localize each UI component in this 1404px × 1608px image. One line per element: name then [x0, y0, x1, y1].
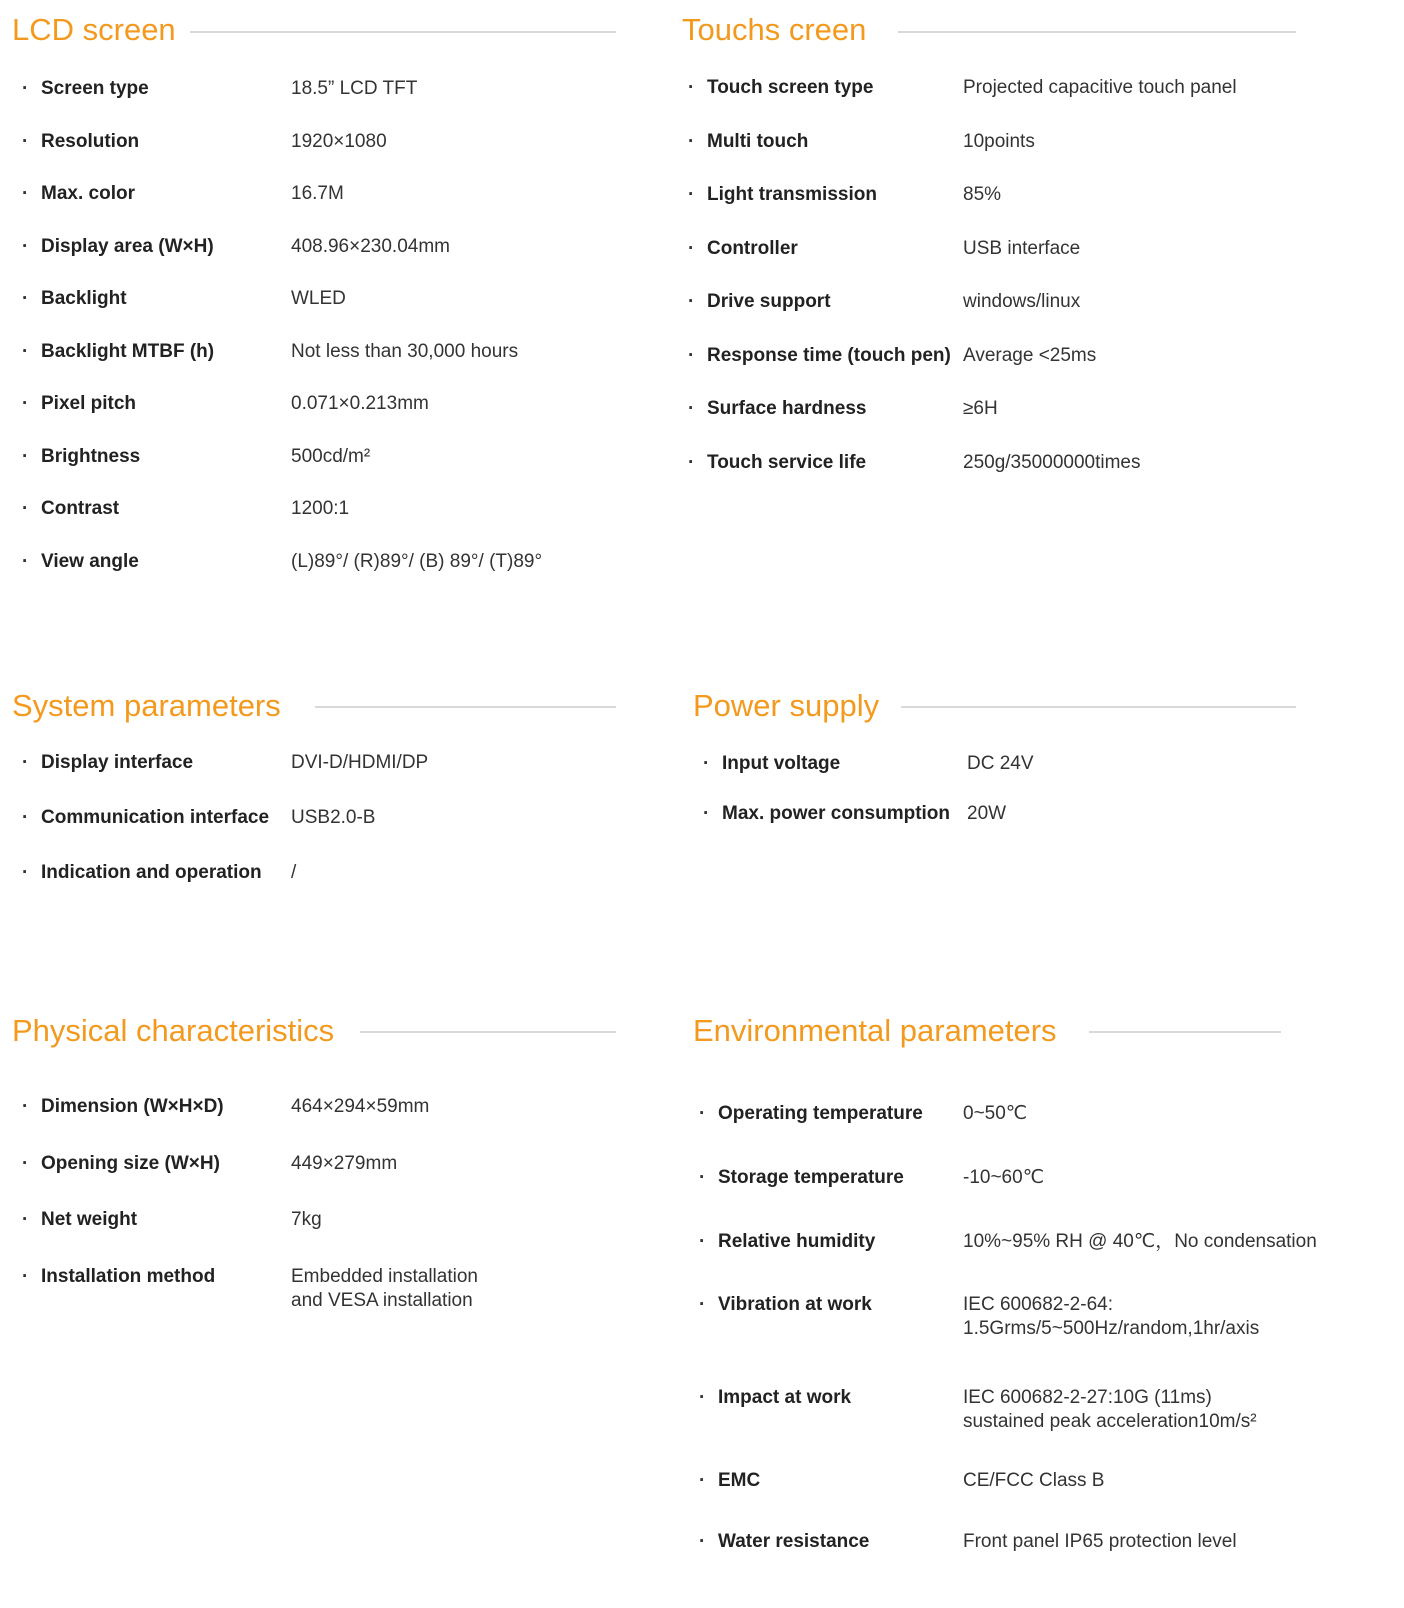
spec-value: 250g/35000000times [963, 451, 1141, 473]
spec-value: 7kg [291, 1209, 322, 1230]
spec-value: 20W [967, 803, 1007, 824]
spec-label: Communication interface [41, 807, 270, 828]
spec-label: EMC [718, 1470, 761, 1491]
power-section [693, 684, 1303, 844]
spec-label: Vibration at work [718, 1294, 872, 1315]
spec-label: Touch service life [707, 451, 867, 473]
bullet-dot: · [699, 1531, 706, 1552]
physical-title: Physical characteristics [12, 1013, 335, 1048]
spec-value: 500cd/m² [291, 445, 371, 467]
spec-value: 1920×1080 [291, 130, 387, 152]
spec-value: / [291, 862, 297, 883]
spec-value: USB2.0-B [291, 807, 376, 828]
bullet-dot: · [688, 130, 695, 152]
spec-label: Dimension (W×H×D) [41, 1096, 224, 1117]
bullet-dot: · [22, 393, 29, 414]
bullet-dot: · [699, 1103, 706, 1124]
bullet-dot: · [703, 753, 710, 774]
spec-label: Contrast [41, 498, 120, 519]
bullet-dot: · [688, 451, 695, 473]
spec-value: 1200:1 [291, 498, 350, 519]
spec-label: Brightness [41, 445, 141, 467]
power-title: Power supply [693, 688, 880, 723]
spec-value: 85% [963, 184, 1002, 205]
spec-label: Relative humidity [718, 1231, 876, 1252]
lcd-section [12, 8, 622, 588]
physical-section [12, 1009, 622, 1329]
bullet-dot: · [22, 550, 29, 572]
spec-label: Controller [707, 237, 798, 259]
spec-value: IEC 600682-2-27:10G (11ms) sustained peak acceleration10m/s² [963, 1387, 1257, 1432]
spec-label: Indication and operation [41, 862, 262, 883]
bullet-dot: · [703, 803, 710, 824]
bullet-dot: · [22, 1265, 29, 1287]
spec-value: Projected capacitive touch panel [963, 77, 1237, 98]
spec-label: View angle [41, 550, 139, 572]
spec-value: Average <25ms [963, 344, 1097, 366]
bullet-dot: · [22, 498, 29, 519]
bullet-dot: · [699, 1167, 706, 1188]
bullet-dot: · [22, 862, 29, 883]
environment-spec-list [689, 1009, 1389, 1599]
bullet-dot: · [688, 237, 695, 259]
spec-label: Resolution [41, 130, 140, 152]
spec-label: Storage temperature [718, 1167, 904, 1188]
spec-value: IEC 600682-2-64: 1.5Grms/5~500Hz/random,1hr/axis [963, 1294, 1260, 1339]
spec-value: 449×279mm [291, 1152, 398, 1174]
spec-label: Light transmission [707, 184, 877, 205]
spec-value: 18.5” LCD TFT [291, 78, 418, 99]
spec-value: DVI-D/HDMI/DP [291, 752, 429, 773]
bullet-dot: · [22, 340, 29, 362]
touch-title: Touchs creen [682, 12, 867, 47]
bullet-dot: · [22, 1096, 29, 1117]
bullet-dot: · [688, 291, 695, 312]
spec-value: 10points [963, 130, 1035, 152]
spec-value: 0~50℃ [963, 1103, 1028, 1124]
spec-label: Max. color [41, 183, 135, 204]
spec-label: Pixel pitch [41, 393, 137, 414]
spec-label: Response time (touch pen) [707, 344, 951, 366]
spec-value: Front panel IP65 protection level [963, 1531, 1237, 1552]
spec-value: 16.7M [291, 183, 344, 204]
lcd-spec-list [12, 8, 622, 588]
lcd-title: LCD screen [12, 12, 176, 47]
spec-label: Net weight [41, 1209, 138, 1230]
spec-label: Max. power consumption [722, 803, 951, 824]
spec-label: Operating temperature [718, 1103, 923, 1124]
system-spec-list [12, 684, 622, 904]
spec-label: Surface hardness [707, 398, 867, 419]
spec-value: CE/FCC Class B [963, 1470, 1105, 1491]
spec-value: (L)89°/ (R)89°/ (B) 89°/ (T)89° [291, 550, 543, 572]
bullet-dot: · [688, 184, 695, 205]
spec-label: Display interface [41, 752, 194, 773]
spec-value: WLED [291, 288, 346, 309]
bullet-dot: · [688, 398, 695, 419]
spec-label: Water resistance [718, 1531, 870, 1552]
spec-value: USB interface [963, 237, 1081, 259]
bullet-dot: · [22, 1152, 29, 1174]
bullet-dot: · [699, 1294, 706, 1315]
touch-section [682, 8, 1302, 508]
bullet-dot: · [22, 235, 29, 257]
bullet-dot: · [688, 344, 695, 366]
bullet-dot: · [22, 752, 29, 773]
bullet-dot: · [688, 77, 695, 98]
spec-value: 464×294×59mm [291, 1096, 430, 1117]
bullet-dot: · [22, 445, 29, 467]
spec-label: Impact at work [718, 1387, 852, 1408]
spec-label: Touch screen type [707, 77, 874, 98]
environment-section [693, 1009, 1393, 1599]
spec-value: ≥6H [963, 398, 998, 419]
bullet-dot: · [22, 807, 29, 828]
spec-value: 0.071×0.213mm [291, 393, 429, 414]
spec-label: Display area (W×H) [41, 235, 214, 257]
spec-label: Drive support [707, 291, 831, 312]
spec-value: Not less than 30,000 hours [291, 340, 519, 362]
system-section [12, 684, 622, 904]
spec-label: Opening size (W×H) [41, 1152, 220, 1174]
environment-title: Environmental parameters [693, 1013, 1057, 1048]
spec-label: Multi touch [707, 130, 809, 152]
spec-value: 408.96×230.04mm [291, 235, 450, 257]
power-spec-list [693, 684, 1303, 844]
physical-spec-list [12, 1009, 622, 1329]
bullet-dot: · [699, 1387, 706, 1408]
spec-value: DC 24V [967, 753, 1034, 774]
bullet-dot: · [22, 288, 29, 309]
spec-label: Input voltage [722, 753, 841, 774]
system-title: System parameters [12, 688, 281, 723]
spec-label: Installation method [41, 1265, 216, 1287]
spec-value: -10~60℃ [963, 1167, 1045, 1188]
spec-label: Backlight [41, 288, 127, 309]
bullet-dot: · [22, 183, 29, 204]
bullet-dot: · [699, 1231, 706, 1252]
bullet-dot: · [22, 1209, 29, 1230]
bullet-dot: · [699, 1470, 706, 1491]
spec-value: Embedded installation and VESA installation [291, 1265, 478, 1311]
spec-label: Screen type [41, 78, 149, 99]
spec-value: windows/linux [963, 291, 1081, 312]
touch-spec-list [678, 8, 1298, 508]
spec-value: 10%~95% RH @ 40℃，No condensation [963, 1231, 1317, 1252]
bullet-dot: · [22, 130, 29, 152]
bullet-dot: · [22, 78, 29, 99]
spec-label: Backlight MTBF (h) [41, 340, 215, 362]
